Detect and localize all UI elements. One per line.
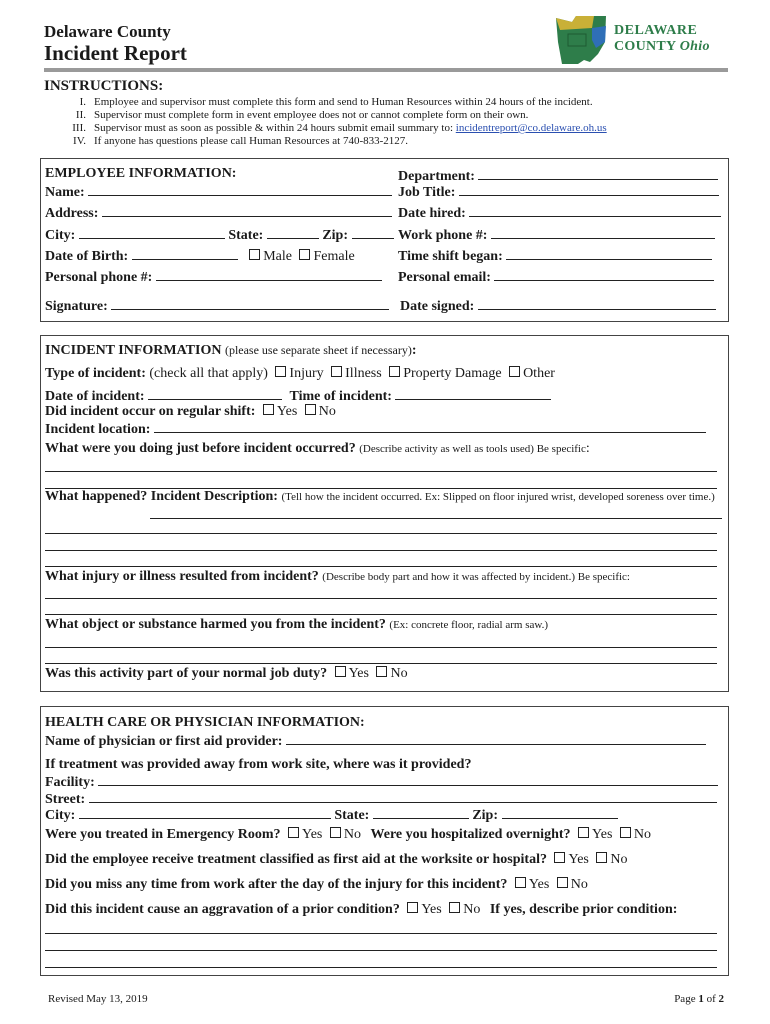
answer-line[interactable] bbox=[45, 967, 717, 968]
aggravation-no-checkbox[interactable] bbox=[449, 902, 460, 913]
employee-heading: EMPLOYEE INFORMATION: bbox=[45, 166, 237, 181]
street-row: Street: bbox=[45, 790, 717, 808]
physician-field[interactable] bbox=[286, 732, 706, 745]
answer-line[interactable] bbox=[45, 533, 717, 534]
physician-row: Name of physician or first aid provider: bbox=[45, 732, 706, 750]
other-checkbox[interactable] bbox=[509, 366, 520, 377]
date-signed-field[interactable] bbox=[478, 297, 716, 310]
work-phone-row: Work phone #: bbox=[398, 226, 715, 244]
address-row: Address: bbox=[45, 204, 392, 222]
date-hired-row: Date hired: bbox=[398, 204, 721, 222]
shift-no-checkbox[interactable] bbox=[305, 404, 316, 415]
normal-no-checkbox[interactable] bbox=[376, 666, 387, 677]
illness-checkbox[interactable] bbox=[331, 366, 342, 377]
dob-field[interactable] bbox=[132, 247, 238, 260]
personal-phone-row: Personal phone #: bbox=[45, 268, 382, 286]
logo-county: COUNTY bbox=[614, 39, 676, 54]
missed-no-checkbox[interactable] bbox=[557, 877, 568, 888]
injury-checkbox[interactable] bbox=[275, 366, 286, 377]
street-field[interactable] bbox=[89, 790, 717, 803]
first-aid-no-checkbox[interactable] bbox=[596, 852, 607, 863]
answer-line[interactable] bbox=[45, 933, 717, 934]
org-name: Delaware County bbox=[44, 22, 171, 41]
state-field[interactable] bbox=[267, 226, 319, 239]
ohio-map-icon bbox=[552, 12, 608, 68]
facility-row: Facility: bbox=[45, 773, 718, 791]
instructions-heading: INSTRUCTIONS: bbox=[44, 78, 164, 94]
er-no-checkbox[interactable] bbox=[330, 827, 341, 838]
location-field[interactable] bbox=[154, 420, 706, 433]
q-object-row: What object or substance harmed you from the incident? (Ex: concrete floor, radial arm saw.) bbox=[45, 617, 548, 632]
location-row: Incident location: bbox=[45, 420, 706, 438]
health-city-row: City: State: Zip: bbox=[45, 806, 618, 824]
hospital-yes-checkbox[interactable] bbox=[578, 827, 589, 838]
city-field[interactable] bbox=[79, 226, 225, 239]
incident-date-row: Date of incident: Time of incident: bbox=[45, 387, 551, 405]
health-state-field[interactable] bbox=[373, 806, 469, 819]
er-yes-checkbox[interactable] bbox=[288, 827, 299, 838]
female-checkbox[interactable] bbox=[299, 249, 310, 260]
normal-yes-checkbox[interactable] bbox=[335, 666, 346, 677]
answer-line[interactable] bbox=[45, 950, 717, 951]
treatment-question: If treatment was provided away from work site, where was it provided? bbox=[45, 757, 472, 772]
missed-yes-checkbox[interactable] bbox=[515, 877, 526, 888]
aggravation-yes-checkbox[interactable] bbox=[407, 902, 418, 913]
email-link[interactable]: incidentreport@co.delaware.oh.us bbox=[455, 122, 607, 134]
instruction-item: I. Employee and supervisor must complete this form and send to Human Resources within 24 hours of the incident. bbox=[79, 96, 593, 108]
work-phone-field[interactable] bbox=[491, 226, 715, 239]
male-checkbox[interactable] bbox=[249, 249, 260, 260]
signature-field[interactable] bbox=[111, 297, 389, 310]
signature-row: Signature: bbox=[45, 297, 389, 315]
instruction-item: IV. If anyone has questions please call Human Resources at 740-833-2127. bbox=[73, 135, 409, 147]
header-rule bbox=[44, 68, 728, 72]
incident-heading: INCIDENT INFORMATION (please use separate sheet if necessary): bbox=[45, 343, 417, 358]
personal-email-field[interactable] bbox=[494, 268, 714, 281]
q-injury-row: What injury or illness resulted from incident? (Describe body part and how it was affected by incident.) Be specific: bbox=[45, 569, 630, 584]
answer-line[interactable] bbox=[150, 518, 722, 519]
shift-yes-checkbox[interactable] bbox=[263, 404, 274, 415]
answer-line[interactable] bbox=[45, 614, 717, 615]
instruction-item: II. Supervisor must complete form in event employee does not or cannot complete form on their own. bbox=[75, 109, 529, 121]
instruction-item: III. Supervisor must as soon as possible & within 24 hours submit email summary to: incidentreport@co.delaware.oh.us bbox=[72, 122, 607, 134]
personal-phone-field[interactable] bbox=[156, 268, 382, 281]
property-damage-checkbox[interactable] bbox=[389, 366, 400, 377]
q-happened-row: What happened? Incident Description: (Tell how the incident occurred. Ex: Slipped on floor injured wrist, developed soreness over time.) bbox=[45, 489, 715, 504]
logo-ohio: Ohio bbox=[679, 39, 710, 54]
name-row: Name: bbox=[45, 183, 392, 201]
zip-field[interactable] bbox=[352, 226, 394, 239]
personal-email-row: Personal email: bbox=[398, 268, 714, 286]
incident-date-field[interactable] bbox=[148, 387, 282, 400]
q-normal-duty-row: Was this activity part of your normal job duty? Yes No bbox=[45, 666, 408, 681]
time-shift-field[interactable] bbox=[506, 247, 712, 260]
job-title-field[interactable] bbox=[459, 183, 719, 196]
logo-line1: DELAWARE bbox=[614, 23, 698, 38]
incident-time-field[interactable] bbox=[395, 387, 551, 400]
regular-shift-row: Did incident occur on regular shift: Yes No bbox=[45, 404, 336, 419]
address-field[interactable] bbox=[102, 204, 392, 217]
answer-line[interactable] bbox=[45, 647, 717, 648]
name-field[interactable] bbox=[88, 183, 392, 196]
aggravation-row: Did this incident cause an aggravation of a prior condition? Yes No If yes, describe prior condition: bbox=[45, 902, 678, 917]
q-before-row: What were you doing just before incident occurred? (Describe activity as well as tools used) Be specific: bbox=[45, 441, 590, 456]
health-zip-field[interactable] bbox=[502, 806, 618, 819]
answer-line[interactable] bbox=[45, 566, 717, 567]
logo-line2 bbox=[614, 39, 710, 55]
answer-line[interactable] bbox=[45, 471, 717, 472]
department-row: Department: bbox=[398, 167, 718, 185]
missed-time-row: Did you miss any time from work after the day of the injury for this incident? Yes No bbox=[45, 877, 588, 892]
page-number: Page 1 of 2 bbox=[674, 993, 724, 1005]
delaware-county-logo bbox=[552, 12, 722, 68]
date-signed-row: Date signed: bbox=[400, 297, 716, 315]
health-heading: HEALTH CARE OR PHYSICIAN INFORMATION: bbox=[45, 715, 365, 730]
department-field[interactable] bbox=[478, 167, 718, 180]
time-shift-row: Time shift began: bbox=[398, 247, 712, 265]
date-hired-field[interactable] bbox=[469, 204, 721, 217]
job-title-row: Job Title: bbox=[398, 183, 719, 201]
revised-date: Revised May 13, 2019 bbox=[48, 993, 148, 1005]
first-aid-yes-checkbox[interactable] bbox=[554, 852, 565, 863]
dob-row: Date of Birth: Male Female bbox=[45, 249, 355, 264]
first-aid-row: Did the employee receive treatment classified as first aid at the worksite or hospital? Yes No bbox=[45, 852, 628, 867]
answer-line[interactable] bbox=[45, 663, 717, 664]
page-title: Incident Report bbox=[44, 41, 187, 65]
health-city-field[interactable] bbox=[79, 806, 331, 819]
incident-type-row: Type of incident: (check all that apply) Injury Illness Property Damage Other bbox=[45, 366, 555, 381]
answer-line[interactable] bbox=[45, 598, 717, 599]
city-row: City: State: Zip: bbox=[45, 226, 394, 244]
hospital-no-checkbox[interactable] bbox=[620, 827, 631, 838]
answer-line[interactable] bbox=[45, 550, 717, 551]
facility-field[interactable] bbox=[98, 773, 718, 786]
er-row: Were you treated in Emergency Room? Yes No Were you hospitalized overnight? Yes No bbox=[45, 827, 652, 842]
